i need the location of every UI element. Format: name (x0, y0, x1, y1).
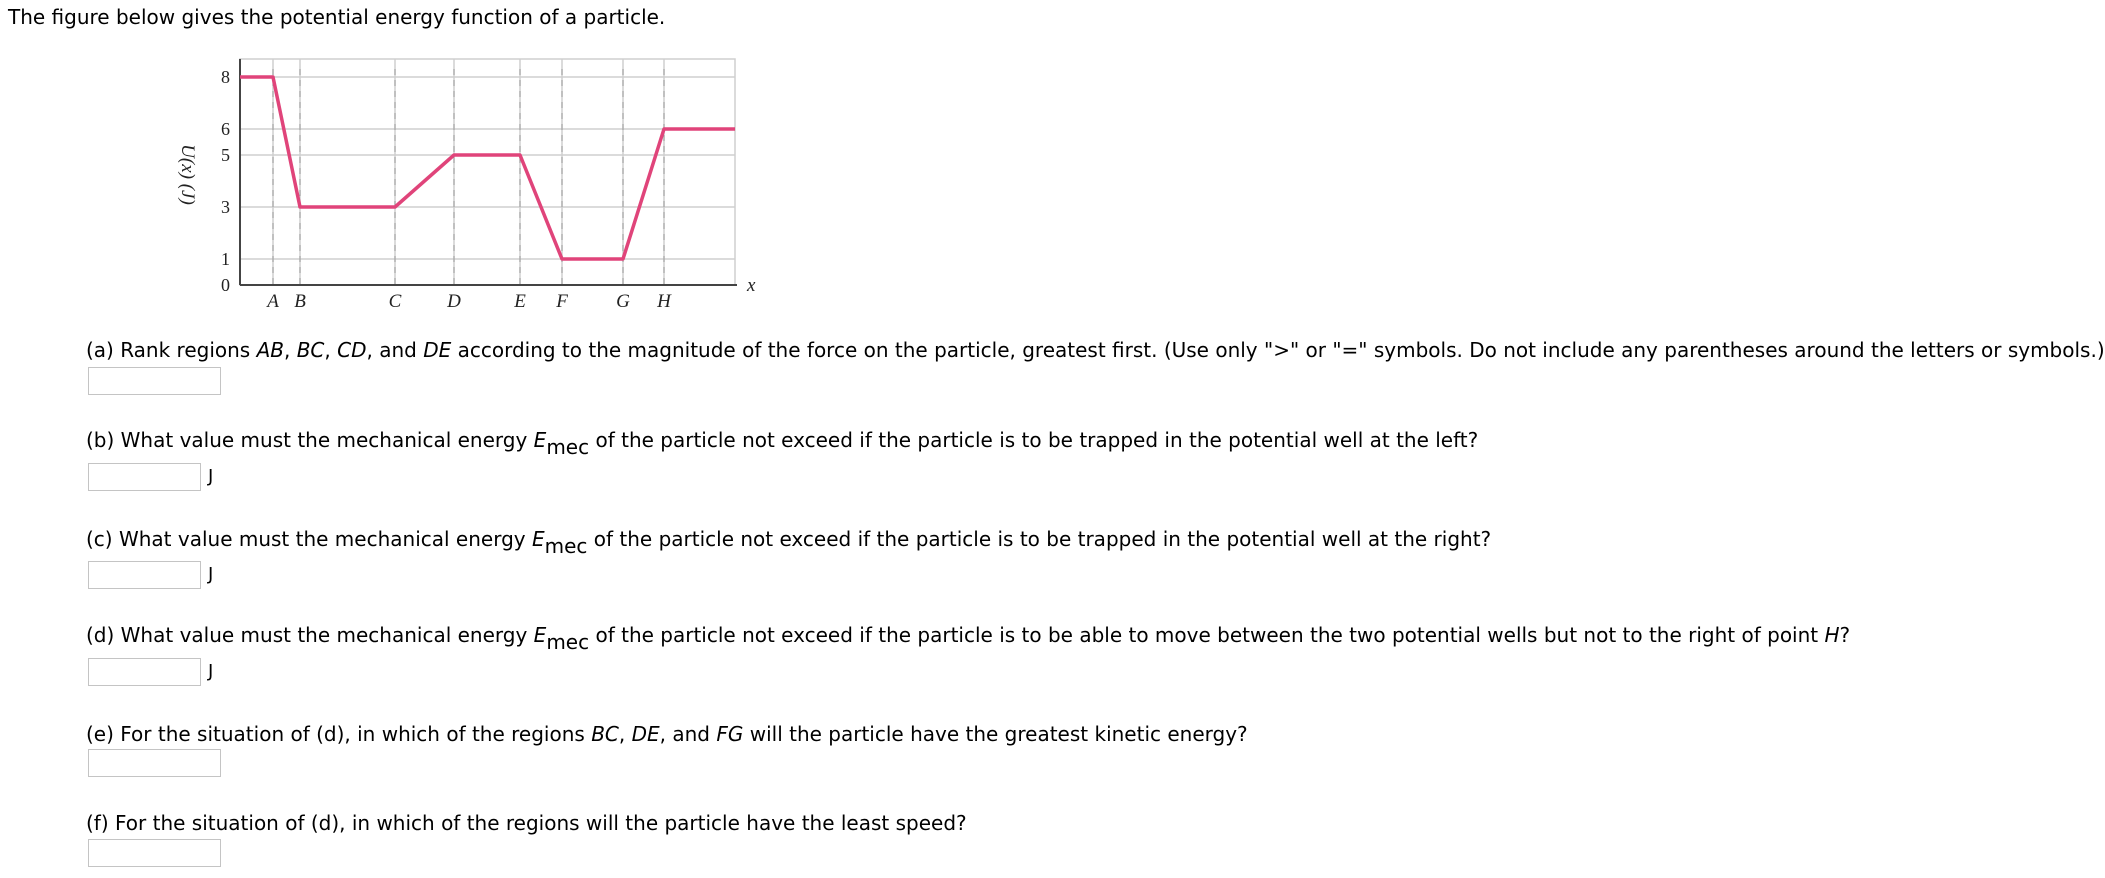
x-point-label-G: G (616, 291, 630, 312)
question-d: (d) What value must the mechanical energy $E_{mec}$ of the particle not exceed if the particle is to be able to move between the two potential wells but not to the right of point H? (86, 623, 1851, 654)
y-tick-label: 6 (221, 119, 230, 139)
answer-e-input[interactable] (88, 749, 221, 777)
series-line-U(x) (240, 77, 735, 259)
question-c: (c) What value must the mechanical energy $E_{mec}$ of the particle not exceed if the particle is to be trapped in the potential well at the right? (86, 527, 1492, 558)
question-b: (b) What value must the mechanical energy $E_{mec}$ of the particle not exceed if the particle is to be trapped in the potential well at the left? (86, 428, 1479, 459)
x-point-label-F: F (556, 291, 568, 312)
potential-energy-chart (150, 52, 756, 322)
x-point-label-A: A (267, 291, 279, 312)
plot-frame (240, 59, 735, 285)
question-e: (e) For the situation of (d), in which of the regions BC, DE, and FG will the particle have the greatest kinetic energy? (86, 722, 1248, 746)
y-tick-label: 5 (221, 145, 230, 165)
chart-axes (240, 59, 737, 285)
y-axis-label: U(x) (J) (177, 144, 198, 205)
y-tick-label: 8 (221, 67, 230, 87)
answer-a-input[interactable] (88, 367, 221, 395)
chart-grid (240, 59, 735, 285)
answer-b-unit: J (208, 466, 214, 487)
x-point-label-H: H (657, 291, 671, 312)
intro-text: The figure below gives the potential energy function of a particle. (8, 5, 666, 29)
answer-c-input[interactable] (88, 561, 201, 589)
chart-labels (177, 144, 756, 312)
y-tick-label: 3 (221, 197, 230, 217)
x-axis-label: x (747, 275, 756, 296)
answer-d-input[interactable] (88, 658, 201, 686)
answer-f-input[interactable] (88, 839, 221, 867)
chart-ticks (221, 67, 230, 295)
x-point-label-D: D (447, 291, 461, 312)
question-a: (a) Rank regions AB, BC, CD, and DE according to the magnitude of the force on the particle, greatest first. (Use only ">" or "=" symbols. Do not include any parentheses around the letters or symbols.) (86, 338, 2105, 362)
x-point-label-B: B (294, 291, 306, 312)
y-tick-label: 1 (221, 249, 230, 269)
question-f: (f) For the situation of (d), in which of the regions will the particle have the least speed? (86, 811, 967, 835)
answer-b-input[interactable] (88, 463, 201, 491)
y-tick-label: 0 (221, 275, 230, 295)
answer-c-unit: J (208, 564, 214, 585)
x-point-label-C: C (388, 291, 402, 312)
answer-d-unit: J (208, 661, 214, 682)
chart-series (240, 77, 735, 259)
x-point-label-E: E (514, 291, 526, 312)
